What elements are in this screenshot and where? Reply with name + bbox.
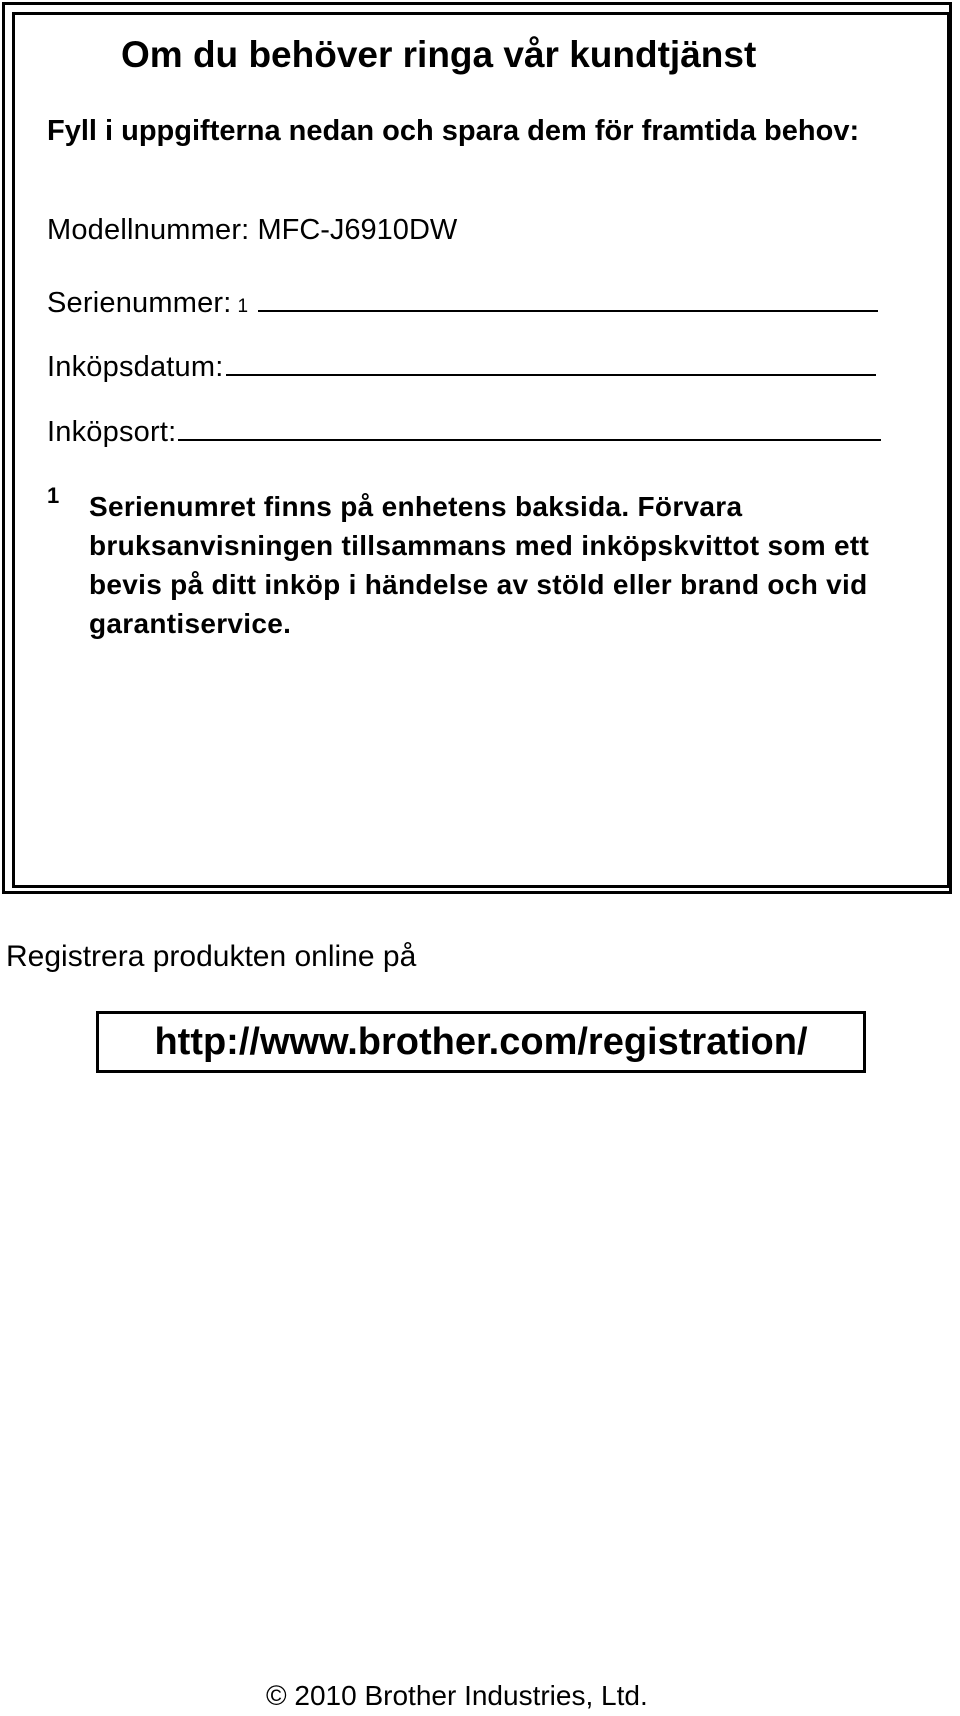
registration-text: Registrera produkten online på	[6, 940, 417, 973]
registration-link[interactable]: http://www.brother.com/registration/	[154, 1020, 808, 1063]
purchase-place-label: Inköpsort:	[47, 416, 177, 448]
registration-url-box	[96, 1011, 866, 1073]
model-number-value: MFC-J6910DW	[257, 214, 458, 246]
serial-number-blank[interactable]	[258, 310, 878, 312]
purchase-date-label: Inköpsdatum:	[47, 351, 224, 383]
intro-text: Fyll i uppgifterna nedan och spara dem för framtida behov:	[47, 115, 860, 147]
model-number-label: Modellnummer:	[47, 214, 250, 246]
footnote-text: Serienumret finns på enhetens baksida. Förvara bruksanvisningen tillsammans med inköpskvittot som ett bevis på ditt inköp i händelse av stöld eller brand och vid garantiservice.	[89, 491, 870, 639]
copyright-text: © 2010 Brother Industries, Ltd.	[266, 1680, 648, 1711]
purchase-date-blank[interactable]	[226, 374, 876, 376]
purchase-date-row	[47, 351, 876, 384]
purchase-place-blank[interactable]	[178, 439, 881, 441]
serial-footnote-ref: 1	[237, 296, 249, 317]
serial-number-label: Serienummer:	[47, 287, 232, 319]
footnote-marker: 1	[47, 483, 60, 508]
serial-number-row	[47, 287, 878, 320]
page-title: Om du behöver ringa vår kundtjänst	[121, 34, 757, 75]
model-number-row	[47, 214, 457, 247]
purchase-place-row	[47, 416, 881, 449]
